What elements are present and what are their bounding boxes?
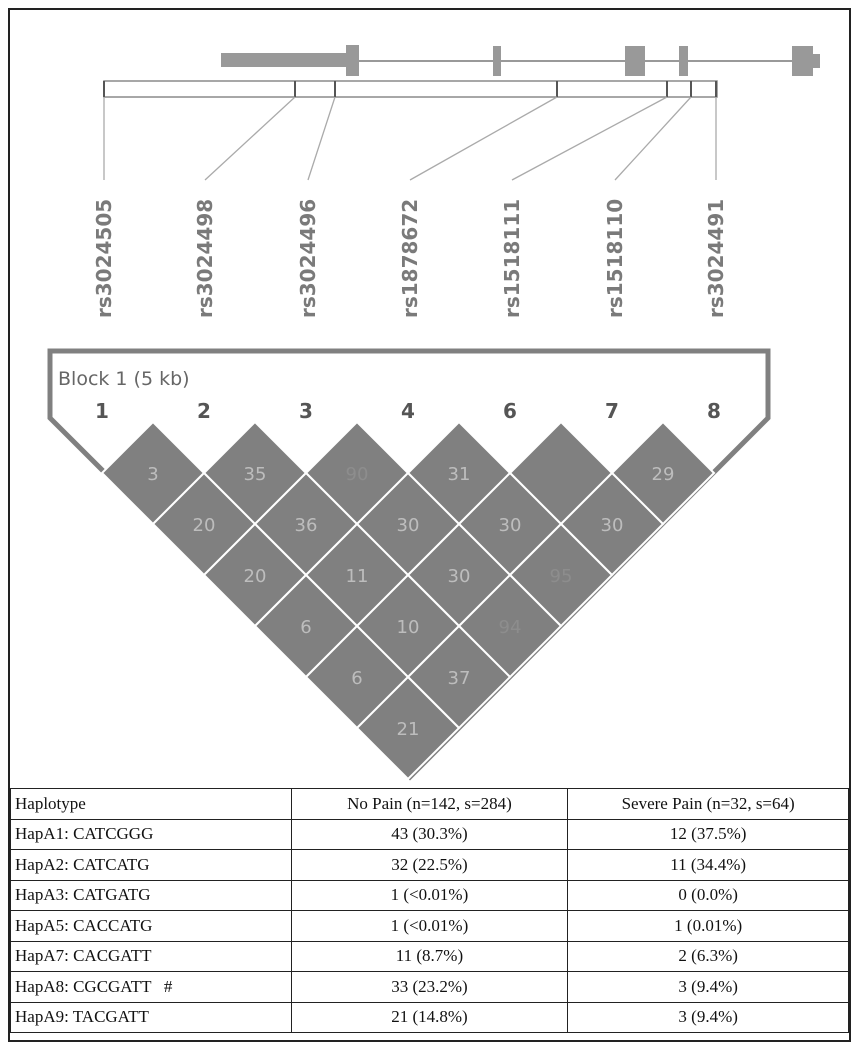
- snp-ruler: [104, 81, 717, 97]
- marker-number: 1: [95, 399, 109, 423]
- ld-value: 37: [447, 668, 471, 689]
- table-cell: 1 (<0.01%): [291, 911, 568, 942]
- marker-number: 7: [605, 399, 619, 423]
- marker-number: 2: [197, 399, 211, 423]
- ld-value: 95: [549, 566, 573, 587]
- snp-labels: [92, 199, 728, 318]
- ld-value: 35: [243, 464, 267, 485]
- connector-line: [205, 97, 295, 180]
- ld-value: 11: [345, 566, 369, 587]
- table-cell: HapA9: TACGATT: [11, 1002, 292, 1033]
- table-cell: 21 (14.8%): [291, 1002, 568, 1033]
- table-cell: 0 (0.0%): [568, 880, 849, 911]
- ld-value: 30: [447, 566, 471, 587]
- ld-value: 31: [447, 464, 471, 485]
- table-cell: 11 (34.4%): [568, 850, 849, 881]
- table-cell: 12 (37.5%): [568, 819, 849, 850]
- snp-connectors: [104, 97, 716, 180]
- snp-label: rs3024498: [193, 198, 217, 318]
- exon-2: [493, 46, 501, 76]
- snp-label: rs1518111: [500, 198, 524, 318]
- table-cell: 33 (23.2%): [291, 972, 568, 1003]
- table-row: [11, 850, 849, 881]
- marker-number: 8: [707, 399, 721, 423]
- exon-3: [625, 46, 645, 76]
- ld-value: 20: [243, 566, 267, 587]
- table-row: [11, 880, 849, 911]
- haplotype-table: [10, 788, 849, 1033]
- table-row: [11, 819, 849, 850]
- table-cell: 1 (<0.01%): [291, 880, 568, 911]
- ld-value: 30: [600, 515, 624, 536]
- snp-label: rs3024496: [296, 198, 320, 318]
- gene-utr-end: [812, 54, 820, 68]
- table-cell: HapA8: CGCGATT #: [11, 972, 292, 1003]
- marker-number: 6: [503, 399, 517, 423]
- ld-matrix: [102, 422, 714, 779]
- ld-value: 20: [192, 515, 216, 536]
- block-title: Block 1 (5 kb): [58, 368, 190, 390]
- table-row: [11, 911, 849, 942]
- table-row: [11, 972, 849, 1003]
- snp-label: rs1878672: [398, 198, 422, 318]
- gene-structure: [221, 45, 820, 76]
- exon-4: [679, 46, 688, 76]
- table-cell: 3 (9.4%): [568, 1002, 849, 1033]
- ld-value: 36: [294, 515, 318, 536]
- snp-label: rs3024491: [704, 198, 728, 318]
- gene-utr-block: [221, 53, 351, 67]
- table-row: [11, 1002, 849, 1033]
- ld-value: 94: [498, 617, 522, 638]
- ld-value: 21: [396, 719, 420, 740]
- table-cell: HapA3: CATGATG: [11, 880, 292, 911]
- ld-value: 6: [351, 668, 363, 689]
- table-cell: 2 (6.3%): [568, 941, 849, 972]
- exon-1: [346, 45, 359, 76]
- table-cell: 3 (9.4%): [568, 972, 849, 1003]
- column-header: Severe Pain (n=32, s=64): [568, 789, 849, 820]
- exon-5: [792, 46, 813, 76]
- ld-value: 90: [345, 464, 369, 485]
- ld-value: 30: [498, 515, 522, 536]
- table-cell: 32 (22.5%): [291, 850, 568, 881]
- marker-number: 4: [401, 399, 415, 423]
- ld-value: 3: [147, 464, 159, 485]
- table-cell: HapA2: CATCATG: [11, 850, 292, 881]
- connector-line: [308, 97, 335, 180]
- table-row: [11, 941, 849, 972]
- table-cell: HapA1: CATCGGG: [11, 819, 292, 850]
- ruler-bar: [104, 81, 717, 97]
- snp-label: rs3024505: [92, 198, 116, 318]
- table-cell: HapA5: CACCATG: [11, 911, 292, 942]
- table-cell: HapA7: CACGATT: [11, 941, 292, 972]
- ld-value: 30: [396, 515, 420, 536]
- column-header: Haplotype: [11, 789, 292, 820]
- table-header-row: [11, 789, 849, 820]
- table-cell: 1 (0.01%): [568, 911, 849, 942]
- column-header: No Pain (n=142, s=284): [291, 789, 568, 820]
- table-cell: 43 (30.3%): [291, 819, 568, 850]
- ld-value: 29: [651, 464, 675, 485]
- connector-line: [615, 97, 691, 180]
- table-cell: 11 (8.7%): [291, 941, 568, 972]
- ld-value: 10: [396, 617, 420, 638]
- marker-number: 3: [299, 399, 313, 423]
- snp-label: rs1518110: [603, 198, 627, 318]
- ld-value: 6: [300, 617, 312, 638]
